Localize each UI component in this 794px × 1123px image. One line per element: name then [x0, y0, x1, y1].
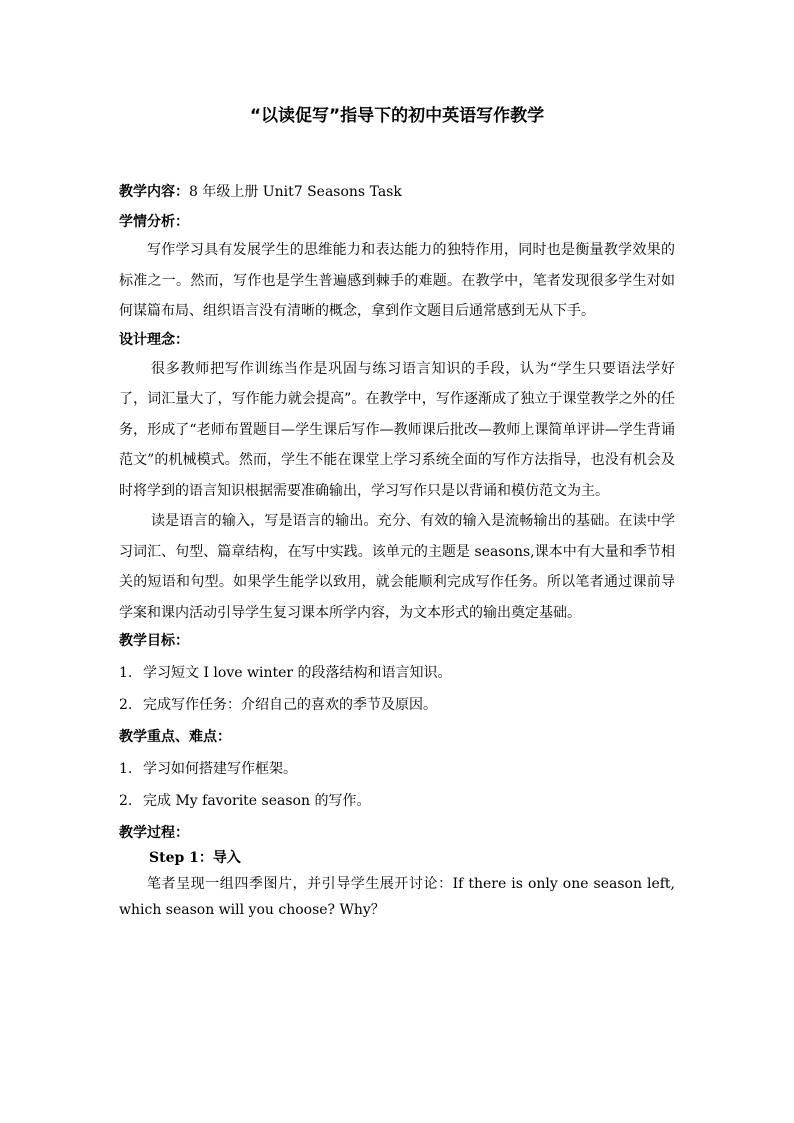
key-point-item	[119, 791, 675, 812]
step-1-label: Step 1：	[149, 850, 213, 866]
design-concept-heading	[119, 330, 675, 351]
list-text: 学习短文 I love winter 的段落结构和语言知识。	[143, 665, 452, 681]
teaching-goal-item	[119, 663, 675, 684]
teaching-goals-heading	[119, 631, 675, 652]
teaching-goals-label: 教学目标：	[119, 633, 189, 649]
key-points-heading	[119, 727, 675, 748]
list-number: 2.	[119, 793, 133, 809]
teaching-content-line	[119, 182, 675, 203]
teaching-process-label: 教学过程：	[119, 825, 189, 841]
key-point-item	[119, 759, 675, 780]
step-1-title: 导入	[212, 850, 241, 866]
list-number: 2.	[119, 697, 133, 713]
student-analysis-label: 学情分析：	[119, 214, 189, 230]
document-body	[119, 182, 675, 923]
list-number: 1.	[119, 665, 133, 681]
design-concept-paragraph-2: 读是语言的输入，写是语言的输出。充分、有效的输入是流畅输出的基础。在读中学习词汇、句型、篇章结构，在写中实践。该单元的主题是 seasons,课本中有大量和季节相关的短语和句型。如果学生能学以致用，就会能顺利完成写作任务。所以笔者通过课前导学案和课内活动引导学生复习课本所学内容，为文本形式的输出奠定基础。	[119, 513, 675, 621]
design-concept-label: 设计理念：	[119, 331, 189, 348]
list-text: 学习如何搭建写作框架。	[143, 761, 297, 777]
document-title: “以读促写”指导下的初中英语写作教学	[249, 106, 545, 126]
key-points-label: 教学重点、难点：	[119, 729, 231, 745]
teaching-content-text: 8 年级上册 Unit7 Seasons Task	[189, 184, 402, 200]
step-1-paragraph: 笔者呈现一组四季图片，并引导学生展开讨论：If there is only one season left, which season will you choose? Why？	[119, 876, 675, 918]
step-1-heading	[119, 848, 675, 869]
list-text: 完成写作任务：介绍自己的喜欢的季节及原因。	[143, 697, 437, 713]
list-number: 1.	[119, 761, 133, 777]
design-concept-paragraph-1: 很多教师把写作训练当作是巩固与练习语言知识的手段，认为“学生只要语法学好了，词汇量大了，写作能力就会提高”。在教学中，写作逐渐成了独立于课堂教学之外的任务，形成了“老师布置题目—学生课后写作—教师课后批改—教师上课简单评讲—学生背诵范文”的机械模式。然而，学生不能在课堂上学习系统全面的写作方法指导，也没有机会及时将学到的语言知识根据需要准确输出，学习写作只是以背诵和模仿范文为主。	[119, 360, 675, 499]
teaching-content-label: 教学内容：	[119, 184, 189, 200]
list-text: 完成 My favorite season 的写作。	[143, 793, 371, 809]
teaching-goal-item	[119, 695, 675, 716]
teaching-process-heading	[119, 823, 675, 844]
student-analysis-paragraph: 写作学习具有发展学生的思维能力和表达能力的独特作用，同时也是衡量教学效果的标准之一。然而，写作也是学生普遍感到棘手的难题。在教学中，笔者发现很多学生对如何谋篇布局、组织语言没有清晰的概念，拿到作文题目后通常感到无从下手。	[119, 242, 675, 319]
student-analysis-heading	[119, 212, 675, 233]
